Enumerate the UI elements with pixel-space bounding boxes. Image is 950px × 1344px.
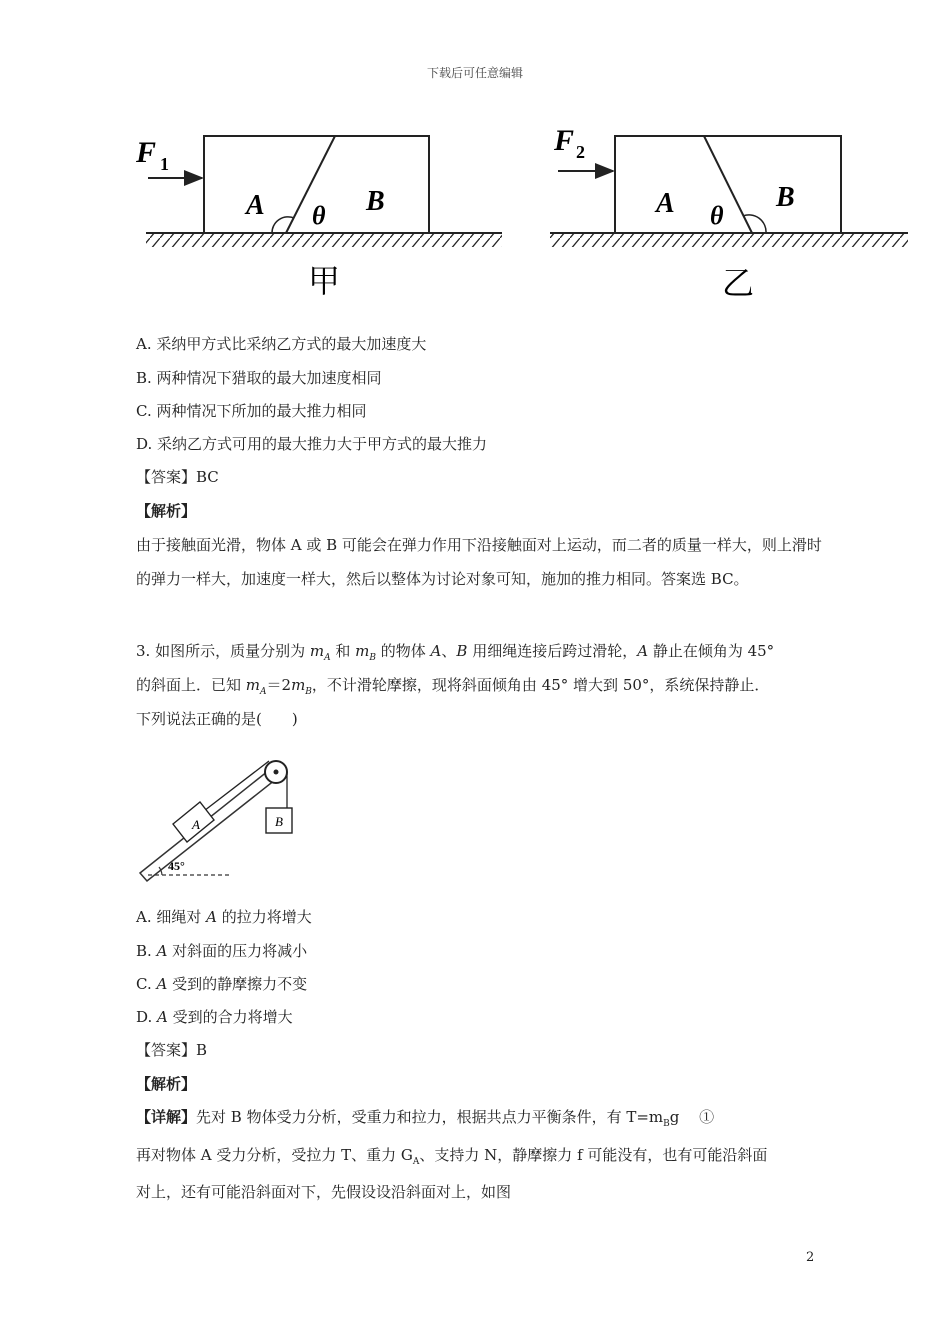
figure-left (135, 136, 502, 299)
q2-analysis: 由于接触面光滑，物体 A 或 B 可能会在弹力作用下沿接触面对上运动，而二者的质量一样大，则上滑时的弹力一样大，加速度一样大，然后以整体为讨论对象可知，施加的推力相同。答案选 BC。 (136, 536, 822, 588)
q3-detail-line3: 对上，还有可能沿斜面对下，先假设设沿斜面对上，如图 (136, 1183, 512, 1201)
q3-analysis-title: 【解析】 (136, 1075, 197, 1093)
rope-incline (200, 761, 269, 814)
angle-label: θ (710, 201, 724, 230)
figure-blocks (130, 118, 920, 308)
block-b-label: B (776, 182, 795, 213)
q2-option-d: D. 采纳乙方式可用的最大推力大于甲方式的最大推力 (136, 435, 488, 453)
q2-option-c: C. 两种情况下所加的最大推力相同 (136, 402, 367, 420)
q3-detail-line2: 再对物体 A 受力分析，受拉力 T、重力 $G_A$、支持力 N，静摩擦力 f 可能没有，也有可能沿斜面 (136, 1146, 768, 1167)
angle-label: 45° (168, 859, 185, 873)
block-b-label: B (275, 814, 283, 829)
ground-hatch (146, 234, 502, 247)
caption-yi: 乙 (722, 265, 755, 301)
force-subscript: 1 (160, 154, 169, 174)
force-subscript: 2 (576, 142, 585, 162)
q3-option-b: B. A 对斜面的压力将减小 (136, 942, 308, 960)
q2-option-a: A. 采纳甲方式比采纳乙方式的最大加速度大 (136, 335, 427, 353)
q2-answer: 【答案】BC (136, 468, 219, 486)
q2-analysis-title: 【解析】 (136, 502, 197, 520)
q3-option-c: C. A 受到的静摩擦力不变 (136, 975, 308, 993)
q2-option-b: B. 两种情况下猎取的最大加速度相同 (136, 369, 382, 387)
force-label: F (554, 124, 575, 157)
q3-option-a: A. 细绳对 A 的拉力将增大 (136, 908, 312, 926)
q3-option-d: D. A 受到的合力将增大 (136, 1008, 293, 1026)
q3-answer: 【答案】B (136, 1041, 208, 1059)
ground-hatch (550, 234, 908, 247)
block-b-label: B (366, 186, 385, 217)
page-header: 下载后可任意编辑 (426, 66, 523, 80)
q3-detail-line1: 【详解】先对 B 物体受力分析，受重力和拉力，根据共点力平衡条件，有 $T=m_Bg$ ① (136, 1108, 715, 1129)
figure-right (550, 124, 908, 301)
q3-stem-line3: 下列说法正确的是( ) (136, 710, 298, 728)
page-number: 2 (806, 1250, 815, 1265)
block-a-label: A (656, 188, 675, 219)
caption-jia: 甲 (308, 263, 341, 299)
q3-stem-line1: 3. 如图所示，质量分别为 $m_A$ 和 $m_B$ 的物体 A、B 用细绳连接后跨过滑轮，A 静止在倾角为 45° (136, 642, 775, 663)
block-a-label: A (246, 190, 265, 221)
figure-incline (136, 744, 306, 884)
angle-label: θ (312, 201, 326, 230)
block-a-label: A (192, 817, 200, 832)
q3-stem-line2: 的斜面上．已知 $m_A=2m_B$，不计滑轮摩擦，现将斜面倾角由 45° 增大到 50°，系统保持静止． (136, 676, 770, 697)
force-label: F (136, 136, 157, 169)
